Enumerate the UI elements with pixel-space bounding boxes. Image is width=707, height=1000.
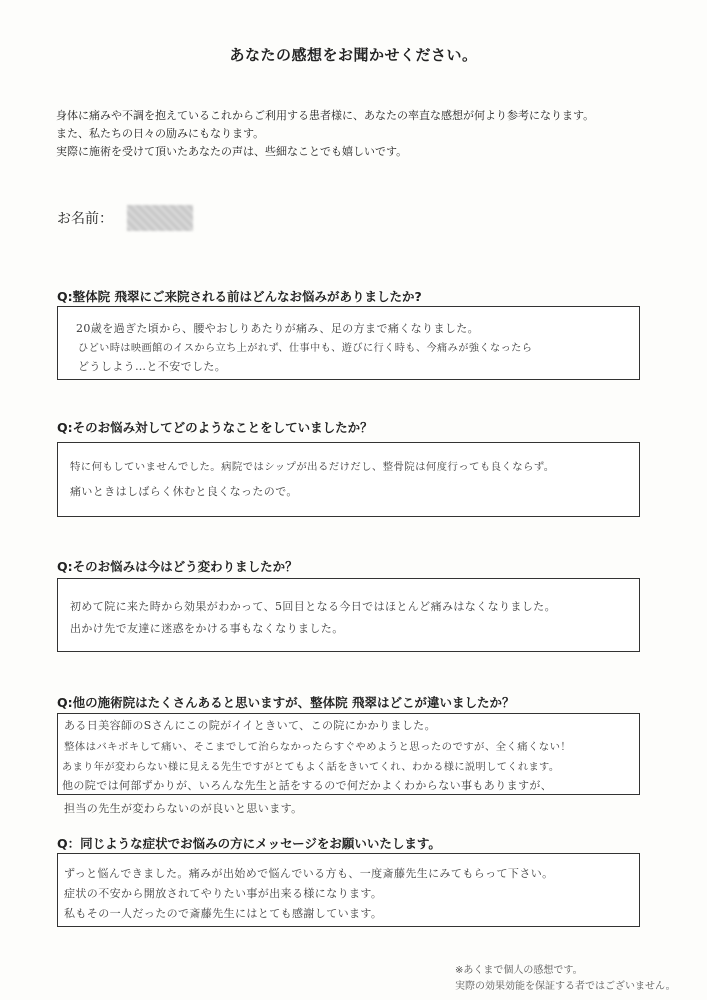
question-5: Q：同じような症状でお悩みの方にメッセージをお願いいたします。: [57, 836, 441, 851]
answer-line: ひどい時は映画館のイスから立ち上がれず、仕事中も、遊びに行く時も、今痛みが強くなったら: [78, 343, 533, 354]
answer-line: 他の院では何部ずかりが、いろんな先生と話をするので何だかよくわからない事もありますが、: [62, 779, 553, 792]
question-1: Q:整体院 飛翠にご来院される前はどんなお悩みがありましたか?: [57, 289, 422, 304]
answer-line: 20歳を過ぎた頃から、腰やおしりあたりが痛み、足の方まで痛くなりました。: [76, 322, 480, 335]
question-4: Q:他の施術院はたくさんあると思いますが、整体院 飛翠はどこが違いましたか？: [57, 695, 515, 710]
footnote-line: 実際の効果効能を保証する者ではございません。: [455, 981, 676, 992]
answer-line: ある日美容師のSさんにこの院がイイときいて、この院にかかりました。: [64, 719, 436, 732]
footnote-line: ※あくまで個人の感想です。: [455, 965, 583, 976]
name-row: [57, 205, 193, 231]
redacted-name: [127, 205, 193, 231]
answer-box-4: [57, 713, 640, 795]
answer-box-2: [57, 442, 640, 517]
answer-box-1: [57, 306, 640, 380]
question-3: Q:そのお悩みは今はどう変わりましたか？: [57, 559, 298, 574]
intro-line: また、私たちの日々の励みにもなります。: [56, 127, 265, 140]
answer-line: 痛いときはしばらく休むと良くなったので。: [70, 485, 298, 498]
intro-line: 実際に施術を受けて頂いたあなたの声は、些細なことでも嬉しいです。: [56, 145, 408, 158]
answer-line: 出かけ先で友達に迷惑をかける事もなくなりました。: [70, 622, 344, 635]
answer-line: 整体はバキボキして痛い、そこまでして治らなかったらすぐやめようと思ったのですが、全く痛くない！: [64, 741, 572, 753]
answer-box-5: [57, 853, 640, 927]
answer-line-overflow: 担当の先生が変わらないのが良いと思います。: [64, 802, 303, 815]
question-2: Q:そのお悩み対してどのようなことをしていましたか？: [57, 420, 373, 435]
answer-line: あまり年が変わらない様に見える先生ですがとてもよく話をきいてくれ、わかる様に説明してくれます。: [62, 762, 560, 773]
answer-line: 症状の不安から開放されてやりたい事が出来る様になります。: [64, 887, 383, 900]
answer-line: 私もその一人だったので斎藤先生にはとても感謝しています。: [64, 907, 383, 920]
answer-box-3: [57, 578, 640, 652]
page-title: あなたの感想をお聞かせください。: [229, 46, 478, 64]
name-label: お名前：: [57, 211, 113, 227]
answer-line: 初めて院に来た時から効果がわかって、5回目となる今日ではほとんど痛みはなくなりました。: [70, 600, 556, 613]
intro-line: 身体に痛みや不調を抱えているこれからご利用する患者様に、あなたの率直な感想が何より参考になります。: [56, 109, 595, 122]
answer-line: 特に何もしていませんでした。病院ではシップが出るだけだし、整骨院は何度行っても良くならず。: [70, 461, 555, 473]
answer-line: どうしよう…と不安でした。: [78, 360, 227, 373]
intro-text: [56, 107, 594, 161]
footnote: [455, 963, 676, 995]
answer-line: ずっと悩んできました。痛みが出始めで悩んでいる方も、一度斎藤先生にみてもらって下さい。: [64, 867, 554, 880]
